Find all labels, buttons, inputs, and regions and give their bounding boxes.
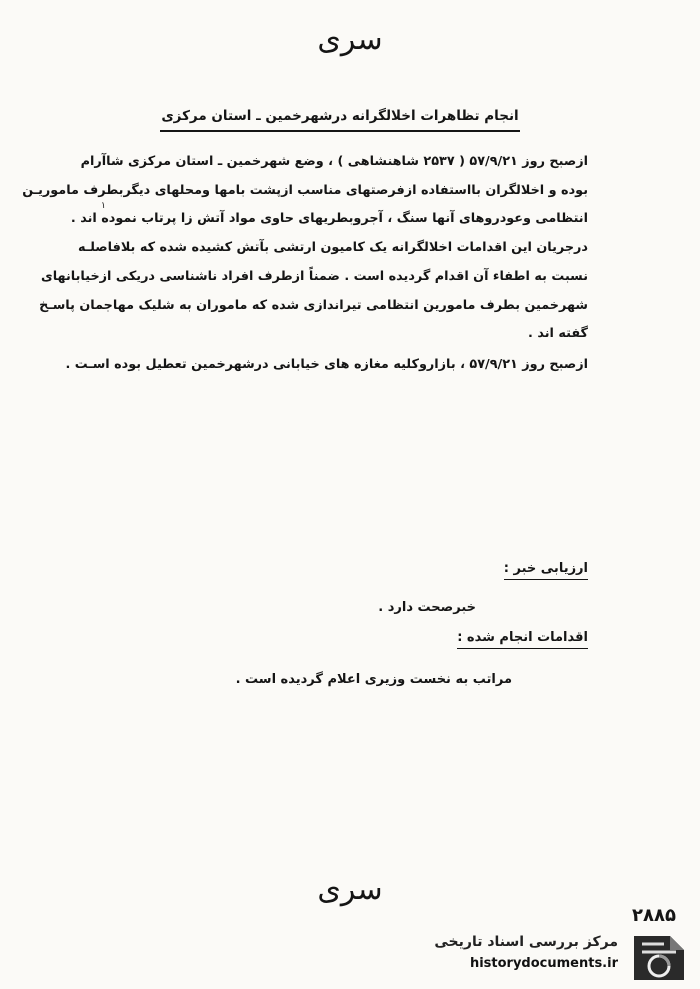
archive-watermark [418,930,698,986]
actions-value: مراتب به نخست وزیری اعلام گردیده است . [235,672,512,687]
body-line-6: شهرخمین بطرف مامورین انتظامی تیراندازی شده که ماموران به شلیک مهاجمان پاسـخ [39,298,588,313]
document-number: ۲۸۸۵ [632,905,676,926]
footnote-mark: ۱ [101,201,106,211]
document-title [160,104,520,132]
classification-top: سری [317,22,383,57]
body-line-1: ازصبح روز ۵۷/۹/۲۱ ( ۲۵۳۷ شاهنشاهی ) ، وضع شهرخمین ـ استان مرکزی شاآرام [80,154,588,169]
assessment-value: خبرصحت دارد . [378,600,476,615]
archive-logo-icon [626,930,692,984]
classification-bottom: سری [317,872,383,907]
body-line-7: گفته اند . [528,326,588,341]
body-line-5: نسبت به اطفاء آن اقدام گردیده است . ضمناً ازطرف افراد ناشناسی دریکی ازخیابانهای [41,269,588,284]
body-line-8: ازصبح روز ۵۷/۹/۲۱ ، بازاروکلیه مغازه های خیابانی درشهرخمین تعطیل بوده اسـت . [65,357,588,372]
body-line-4: درجریان این اقدامات اخلالگرانه یک کامیون ارتشی بآتش کشیده شده که بلافاصلـه [77,240,588,255]
assessment-label: ارزیابی خبر : [504,559,588,580]
actions-label: اقدامات انجام شده : [457,628,588,649]
document-title-text: انجام تظاهرات اخلالگرانه درشهرخمین ـ استان مرکزی [161,108,519,124]
body-line-2: بوده و اخلالگران بااستفاده ازفرصتهای مناسب ازپشت بامها ومحلهای دیگربطرف ماموریـن [22,183,588,198]
watermark-name: مرکز بررسی اسناد تاریخی [434,934,618,950]
watermark-url: historydocuments.ir [469,956,618,971]
body-line-3: انتظامی وعودروهای آنها سنگ ، آجروبطریهای حاوی مواد آتش زا پرتاب نموده اند . [70,211,588,226]
